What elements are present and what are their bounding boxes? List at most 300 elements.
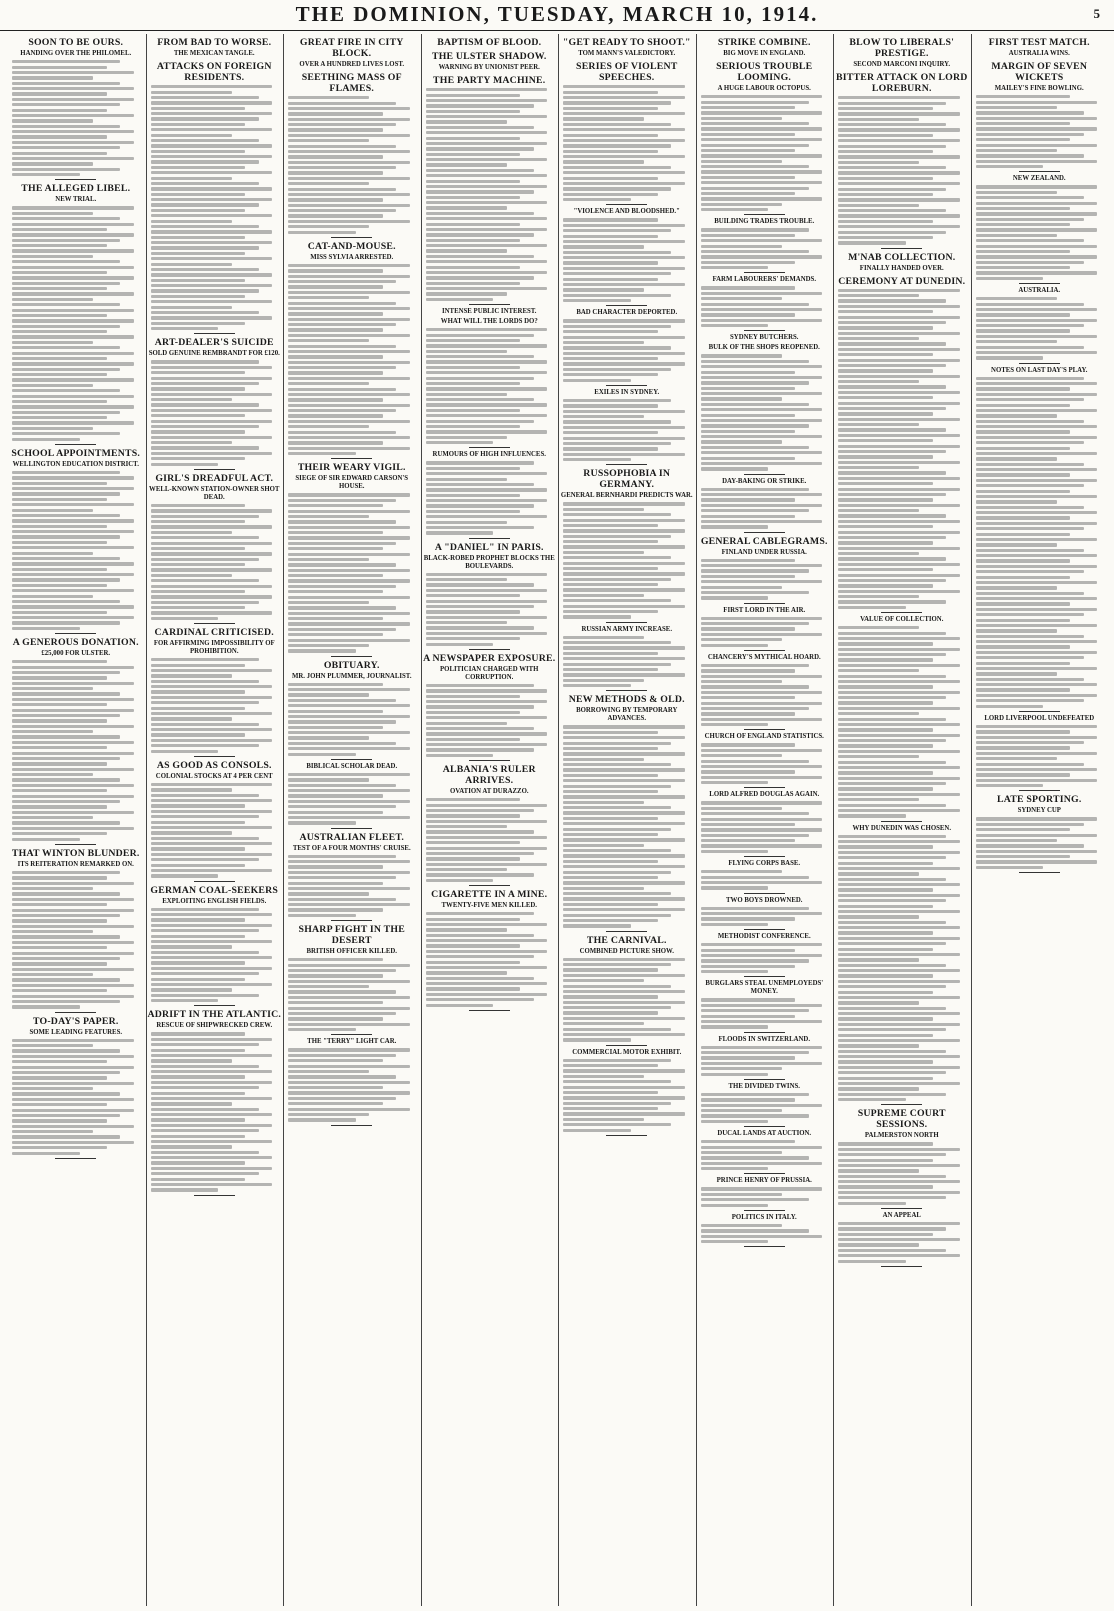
text-line (151, 520, 246, 523)
text-line (151, 155, 273, 158)
text-line (563, 1102, 671, 1105)
text-line (151, 257, 273, 260)
article-body (697, 95, 833, 211)
text-line (701, 850, 769, 853)
text-line (151, 504, 246, 507)
text-line (838, 177, 933, 180)
text-line (288, 388, 396, 391)
divider (331, 1034, 372, 1035)
text-line (701, 208, 769, 211)
text-line (12, 676, 107, 679)
divider (469, 1010, 510, 1011)
article-heading: TEST OF A FOUR MONTHS' CRUISE. (292, 844, 411, 852)
text-line (701, 876, 809, 879)
text-line (976, 705, 1044, 708)
text-line (426, 120, 507, 123)
text-line (563, 974, 685, 977)
text-line (563, 426, 685, 429)
text-line (701, 192, 796, 195)
text-line (151, 837, 259, 840)
article-heading: NOTES ON LAST DAY'S PLAY. (991, 366, 1088, 374)
text-line (288, 710, 383, 713)
text-line (563, 330, 658, 333)
text-line (563, 437, 685, 440)
text-line (563, 294, 671, 297)
text-line (701, 261, 796, 264)
divider (744, 474, 785, 475)
article-heading: FIRST LORD IN THE AIR. (723, 606, 806, 614)
text-line (12, 552, 93, 555)
text-line (563, 139, 685, 142)
text-line (426, 276, 534, 279)
text-line (838, 707, 960, 710)
divider (881, 248, 922, 249)
text-line (838, 685, 933, 688)
text-line (151, 279, 246, 282)
article-heading: FARM LABOURERS' DEMANDS. (712, 276, 817, 284)
article-heading: "VIOLENCE AND BLOODSHED." (573, 208, 680, 216)
text-line (12, 589, 134, 592)
text-line (288, 155, 383, 158)
text-line (288, 914, 356, 917)
text-line (976, 683, 1098, 686)
text-line (976, 154, 1084, 157)
article-body (147, 908, 283, 1003)
text-line (563, 155, 685, 158)
text-line (288, 1054, 396, 1057)
text-line (12, 616, 134, 619)
text-line (151, 209, 246, 212)
text-line (288, 493, 410, 496)
text-line (701, 1046, 823, 1049)
text-line (976, 817, 1098, 820)
text-line (701, 1025, 769, 1028)
text-line (838, 1012, 960, 1015)
text-line (701, 881, 823, 884)
text-line (426, 174, 548, 177)
text-line (151, 241, 273, 244)
text-line (701, 498, 796, 501)
text-line (426, 977, 534, 980)
text-line (838, 1164, 960, 1167)
text-line (288, 574, 383, 577)
text-line (701, 424, 809, 427)
text-line (976, 425, 1098, 428)
text-line (426, 228, 548, 231)
text-line (288, 355, 383, 358)
text-line (976, 823, 1084, 826)
article-body (284, 493, 420, 652)
text-line (838, 974, 933, 977)
text-line (288, 1108, 410, 1111)
text-line (288, 855, 396, 858)
text-line (838, 482, 933, 485)
text-line (701, 749, 823, 752)
text-line (563, 357, 658, 360)
text-line (288, 720, 396, 723)
text-line (563, 657, 685, 660)
text-line (288, 569, 410, 572)
text-line (151, 847, 246, 850)
text-line (151, 225, 259, 228)
text-line (288, 985, 369, 988)
text-line (838, 332, 960, 335)
text-line (701, 181, 823, 184)
text-line (288, 414, 383, 417)
text-line (701, 1067, 782, 1070)
text-line (701, 440, 782, 443)
text-line (426, 711, 521, 714)
text-line (426, 99, 548, 102)
text-line (288, 515, 369, 518)
text-line (838, 155, 960, 158)
text-line (701, 515, 796, 518)
text-line (838, 691, 960, 694)
text-line (701, 234, 796, 237)
text-line (976, 629, 1057, 632)
text-line (563, 785, 671, 788)
text-line (976, 839, 1057, 842)
text-line (838, 579, 946, 582)
text-line (563, 373, 658, 376)
article-body (559, 1059, 695, 1132)
article-body (284, 96, 420, 234)
text-line (288, 1001, 383, 1004)
text-line (426, 350, 507, 353)
article-heading: BLOW TO LIBERALS' PRESTIGE. (849, 37, 955, 59)
text-line (288, 520, 396, 523)
text-line (12, 627, 80, 630)
text-line (151, 360, 259, 363)
text-line (151, 815, 259, 818)
text-line (151, 988, 232, 991)
text-line (701, 807, 782, 810)
text-line (976, 185, 1098, 188)
text-line (838, 653, 946, 656)
text-line (426, 409, 521, 412)
divider (744, 1246, 785, 1247)
article-heading: FROM BAD TO WORSE. (157, 37, 272, 48)
text-line (288, 601, 369, 604)
text-line (12, 146, 120, 149)
text-line (12, 384, 93, 387)
article-heading: METHODIST CONFERENCE. (717, 933, 811, 940)
divider (744, 729, 785, 730)
text-line (12, 66, 107, 69)
article-body (559, 319, 695, 381)
article-body (559, 636, 695, 688)
text-line (288, 590, 383, 593)
text-line (701, 1120, 769, 1123)
text-line (288, 649, 356, 652)
text-line (701, 360, 809, 363)
text-line (12, 1152, 80, 1155)
text-line (426, 441, 494, 444)
text-line (12, 276, 134, 279)
text-line (838, 942, 946, 945)
text-line (151, 1167, 273, 1170)
text-line (976, 784, 1044, 787)
text-line (288, 107, 410, 110)
text-line (12, 530, 134, 533)
text-line (288, 171, 383, 174)
text-line (288, 431, 396, 434)
text-line (288, 209, 396, 212)
text-line (288, 296, 369, 299)
text-line (701, 1015, 796, 1018)
text-line (288, 123, 396, 126)
text-line (563, 229, 671, 232)
text-line (12, 800, 120, 803)
text-line (838, 1007, 946, 1010)
text-line (288, 596, 410, 599)
text-line (151, 452, 273, 455)
text-line (563, 924, 631, 927)
text-line (976, 420, 1084, 423)
text-line (838, 1191, 960, 1194)
text-line (426, 206, 507, 209)
text-line (563, 1069, 685, 1072)
text-line (563, 914, 671, 917)
text-line (426, 328, 548, 331)
article-body (8, 871, 144, 1009)
text-line (151, 436, 273, 439)
text-line (151, 595, 273, 598)
divider (194, 1005, 235, 1006)
article-heading: EXILES IN SYDNEY. (594, 388, 660, 396)
text-line (976, 223, 1071, 226)
text-line (701, 907, 809, 910)
text-line (976, 672, 1057, 675)
text-line (563, 540, 658, 543)
article-body (8, 1039, 144, 1155)
text-line (288, 285, 383, 288)
text-line (426, 158, 548, 161)
text-line (701, 397, 782, 400)
article-heading: SOLD GENUINE REMBRANDT FOR £120. (148, 350, 280, 358)
article-heading: AS GOOD AS CONSOLS. (156, 759, 272, 771)
article-heading: THE DIVIDED TWINS. (728, 1082, 800, 1090)
article-heading: CEREMONY AT DUNEDIN. (838, 275, 966, 287)
article-body (834, 835, 970, 1102)
text-line (426, 298, 494, 301)
text-line (12, 660, 107, 663)
text-line (151, 1145, 232, 1148)
divider (744, 893, 785, 894)
text-line (563, 144, 671, 147)
text-line (12, 725, 134, 728)
article-heading: BIBLICAL SCHOLAR DEAD. (306, 762, 398, 770)
text-line (701, 776, 823, 779)
text-line (151, 387, 246, 390)
text-line (563, 251, 671, 254)
text-line (701, 712, 796, 715)
text-line (151, 177, 232, 180)
text-line (701, 633, 823, 636)
text-line (288, 990, 396, 993)
text-line (151, 1092, 246, 1095)
article-body (834, 1142, 970, 1204)
text-line (12, 1092, 120, 1095)
divider (881, 1266, 922, 1267)
text-line (288, 726, 383, 729)
text-line (701, 917, 796, 920)
text-line (426, 436, 507, 439)
text-line (838, 1249, 946, 1252)
text-line (563, 524, 658, 527)
text-line (563, 150, 658, 153)
text-line (976, 554, 1098, 557)
text-line (426, 110, 521, 113)
text-line (838, 1044, 919, 1047)
text-line (976, 479, 1098, 482)
text-line (976, 308, 1098, 311)
text-line (563, 420, 671, 423)
text-line (701, 596, 769, 599)
text-line (563, 881, 685, 884)
text-line (838, 777, 960, 780)
text-line (701, 414, 796, 417)
text-line (838, 921, 946, 924)
text-line (12, 941, 134, 944)
text-line (12, 578, 120, 581)
text-line (701, 943, 823, 946)
article-heading: THAT WINTON BLUNDER. (11, 847, 140, 859)
text-line (976, 613, 1084, 616)
text-line (563, 193, 658, 196)
text-line (426, 180, 521, 183)
text-line (563, 567, 658, 570)
text-line (701, 685, 809, 688)
column-3 (283, 34, 420, 1606)
text-line (838, 305, 960, 308)
text-line (288, 398, 383, 401)
text-line (701, 127, 823, 130)
text-line (151, 1124, 273, 1127)
text-line (426, 393, 507, 396)
article-heading: SYDNEY CUP (1017, 807, 1061, 815)
text-line (838, 326, 933, 329)
text-line (151, 425, 259, 428)
text-line (151, 674, 232, 677)
text-line (976, 196, 1084, 199)
text-line (838, 728, 933, 731)
text-line (563, 442, 671, 445)
article-heading: GIRL'S DREADFUL ACT. (155, 472, 274, 484)
text-line (838, 466, 919, 469)
text-line (12, 1125, 134, 1128)
divider (194, 881, 235, 882)
text-line (151, 842, 273, 845)
text-line (976, 645, 1071, 648)
text-line (426, 521, 507, 524)
article-body (8, 206, 144, 440)
text-line (288, 350, 410, 353)
text-line (426, 626, 534, 629)
text-line (151, 831, 232, 834)
text-line (838, 391, 960, 394)
article-heading: M'NAB COLLECTION. (848, 251, 956, 263)
text-line (838, 348, 960, 351)
text-line (838, 766, 960, 769)
text-line (12, 303, 120, 306)
text-line (838, 883, 960, 886)
text-line (12, 330, 107, 333)
text-line (288, 280, 396, 283)
text-line (288, 688, 410, 691)
text-line (12, 1049, 120, 1052)
text-line (563, 684, 631, 687)
text-line (151, 590, 246, 593)
text-line (12, 389, 120, 392)
text-line (426, 142, 548, 145)
text-line (838, 712, 919, 715)
text-line (701, 743, 796, 746)
column-1 (8, 34, 144, 1606)
text-line (563, 747, 658, 750)
text-line (288, 112, 383, 115)
text-line (838, 755, 919, 758)
text-line (838, 845, 933, 848)
text-line (151, 664, 246, 667)
text-line (701, 781, 769, 784)
text-line (151, 611, 273, 614)
text-line (563, 817, 658, 820)
text-line (838, 814, 906, 817)
text-line (976, 212, 1098, 215)
text-line (976, 746, 1071, 749)
text-line (151, 696, 273, 699)
text-line (151, 690, 246, 693)
text-line (701, 1051, 809, 1054)
text-line (701, 308, 823, 311)
text-line (151, 117, 259, 120)
text-line (976, 688, 1071, 691)
text-line (838, 1023, 960, 1026)
text-line (151, 1188, 219, 1191)
text-line (12, 228, 107, 231)
text-line (563, 599, 671, 602)
text-line (12, 692, 120, 695)
text-line (151, 908, 259, 911)
text-line (838, 840, 960, 843)
article-heading: WHAT WILL THE LORDS DO? (440, 318, 538, 325)
text-line (701, 117, 782, 120)
text-line (151, 563, 246, 566)
divider (606, 204, 647, 205)
text-line (976, 382, 1098, 385)
text-line (838, 1093, 946, 1096)
article-heading: LATE SPORTING. (997, 794, 1082, 806)
article-body (422, 461, 558, 534)
text-line (976, 773, 1071, 776)
text-line (838, 804, 946, 807)
text-line (976, 398, 1084, 401)
text-line (563, 123, 671, 126)
text-line (838, 220, 933, 223)
text-line (563, 615, 631, 618)
text-line (838, 461, 960, 464)
article-body (697, 1224, 833, 1243)
text-line (563, 605, 685, 608)
text-line (151, 874, 219, 877)
text-line (151, 515, 259, 518)
text-line (701, 1004, 823, 1007)
text-line (426, 825, 507, 828)
text-line (563, 431, 658, 434)
text-line (701, 187, 809, 190)
article-heading: GENERAL CABLEGRAMS. (700, 535, 828, 547)
